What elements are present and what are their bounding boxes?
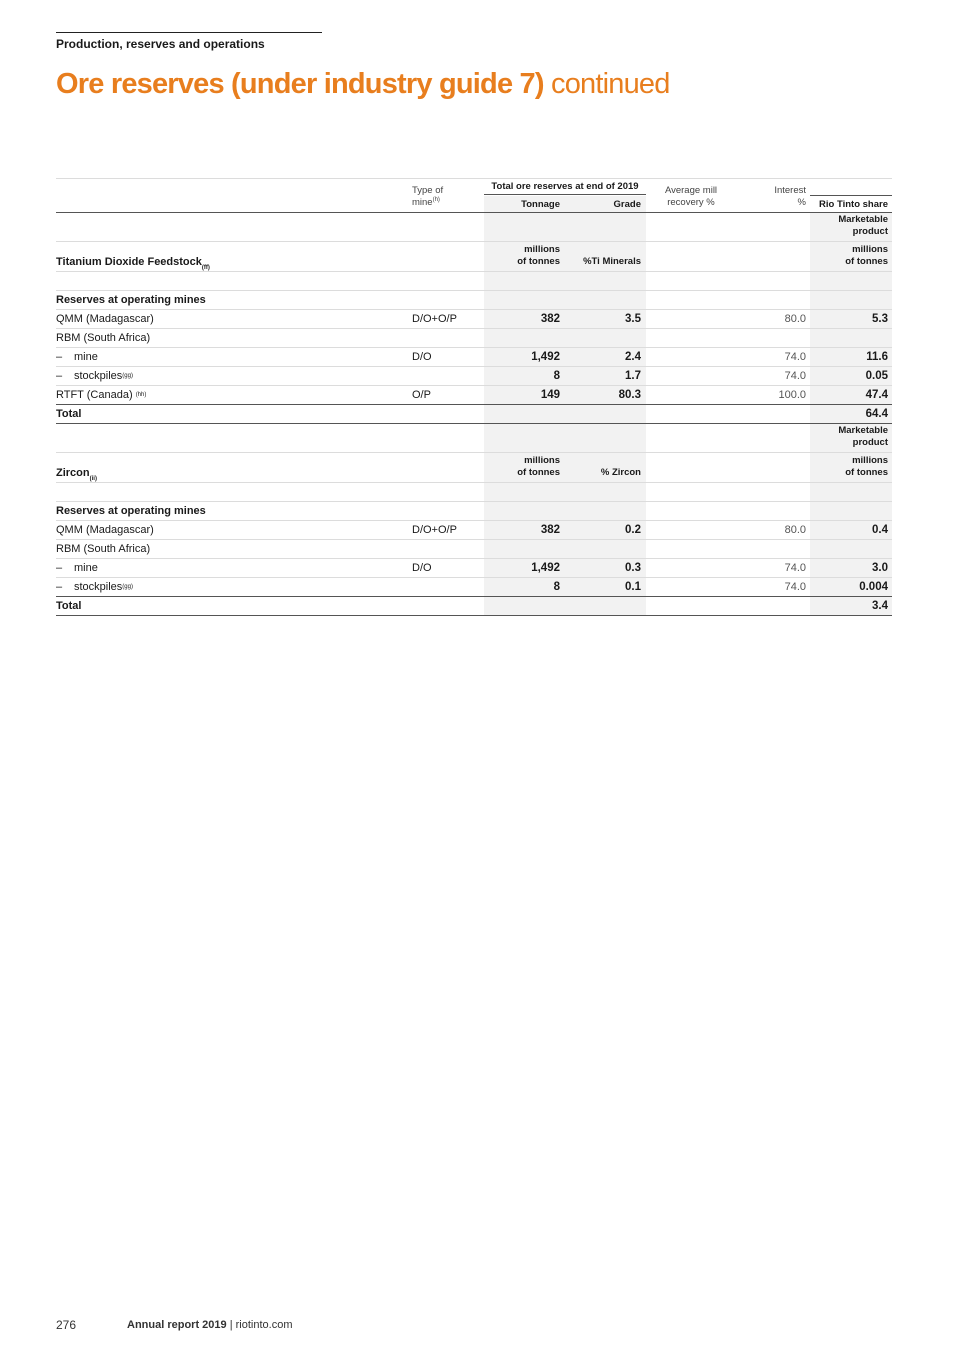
footer-report: Annual report 2019 bbox=[127, 1319, 227, 1331]
total-label: Total bbox=[56, 408, 82, 420]
table-header-row bbox=[56, 178, 892, 213]
page-title-suffix: continued bbox=[551, 68, 670, 100]
row-name: – mine bbox=[56, 562, 98, 574]
row-interest: 74.0 bbox=[784, 562, 806, 574]
row-grade: 0.2 bbox=[565, 521, 646, 539]
page-title-main: Ore reserves (under industry guide 7) bbox=[56, 68, 544, 100]
row-grade: 80.3 bbox=[565, 386, 646, 404]
table-row bbox=[56, 310, 892, 329]
row-tonnage: 149 bbox=[484, 386, 565, 404]
table-row bbox=[56, 386, 892, 405]
titanium-grade-unit: %Ti Minerals bbox=[565, 242, 646, 271]
table-row bbox=[56, 578, 892, 597]
row-name: – mine bbox=[56, 351, 98, 363]
table-row bbox=[56, 367, 892, 386]
row-share: 3.0 bbox=[810, 559, 892, 577]
zircon-product-name: Zircon (ii) bbox=[56, 467, 97, 482]
row-interest: 74.0 bbox=[784, 581, 806, 593]
zircon-subheading: Reserves at operating mines bbox=[56, 505, 206, 517]
row-type: D/O bbox=[412, 351, 432, 363]
row-grade: 3.5 bbox=[565, 310, 646, 328]
zircon-heading-row bbox=[56, 453, 892, 483]
header-interest: Interest % bbox=[774, 185, 806, 208]
total-value: 64.4 bbox=[810, 405, 892, 423]
spacer-row bbox=[56, 483, 892, 502]
footer-site: riotinto.com bbox=[235, 1319, 293, 1331]
titanium-total-row bbox=[56, 405, 892, 424]
zircon-grade-unit: % Zircon bbox=[565, 453, 646, 482]
row-type: D/O+O/P bbox=[412, 524, 457, 536]
page-number: 276 bbox=[56, 1318, 77, 1332]
section-rule bbox=[56, 32, 322, 33]
row-share: 0.05 bbox=[810, 367, 892, 385]
row-tonnage: 8 bbox=[484, 367, 565, 385]
zircon-tonnage-unit: millions of tonnes bbox=[484, 453, 565, 482]
zircon-marketable-product: Marketable product bbox=[810, 424, 892, 452]
table-row bbox=[56, 521, 892, 540]
titanium-share-unit: millions of tonnes bbox=[810, 242, 892, 271]
spacer-row bbox=[56, 272, 892, 291]
footer-text bbox=[127, 1319, 292, 1331]
row-tonnage: 382 bbox=[484, 521, 565, 539]
section-label: Production, reserves and operations bbox=[56, 37, 265, 51]
titanium-subheading: Reserves at operating mines bbox=[56, 294, 206, 306]
footer-separator: | bbox=[226, 1319, 236, 1331]
row-type: O/P bbox=[412, 389, 431, 401]
row-tonnage: 8 bbox=[484, 578, 565, 596]
row-grade: 1.7 bbox=[565, 367, 646, 385]
row-share: 0.004 bbox=[810, 578, 892, 596]
row-name: RTFT (Canada) (hh) bbox=[56, 389, 147, 401]
zircon-share-unit: millions of tonnes bbox=[810, 453, 892, 482]
titanium-product-name: Titanium Dioxide Feedstock (ff) bbox=[56, 256, 210, 271]
row-tonnage: 1,492 bbox=[484, 559, 565, 577]
table-row bbox=[56, 329, 892, 348]
table-row bbox=[56, 540, 892, 559]
titanium-marketable-row bbox=[56, 213, 892, 242]
total-value: 3.4 bbox=[810, 597, 892, 615]
row-name: – stockpiles (gg) bbox=[56, 581, 133, 593]
header-rio-share: Rio Tinto share bbox=[810, 195, 892, 212]
row-grade: 0.3 bbox=[565, 559, 646, 577]
row-grade: 2.4 bbox=[565, 348, 646, 366]
table-row bbox=[56, 348, 892, 367]
zircon-marketable-row bbox=[56, 424, 892, 453]
table-row bbox=[56, 559, 892, 578]
row-grade: 0.1 bbox=[565, 578, 646, 596]
titanium-subheading-row bbox=[56, 291, 892, 310]
page-title bbox=[56, 68, 670, 101]
row-share: 0.4 bbox=[810, 521, 892, 539]
row-tonnage: 1,492 bbox=[484, 348, 565, 366]
row-interest: 74.0 bbox=[784, 370, 806, 382]
row-tonnage: 382 bbox=[484, 310, 565, 328]
row-share: 5.3 bbox=[810, 310, 892, 328]
row-name: RBM (South Africa) bbox=[56, 332, 151, 344]
titanium-tonnage-unit: millions of tonnes bbox=[484, 242, 565, 271]
row-name: QMM (Madagascar) bbox=[56, 524, 154, 536]
row-type: D/O bbox=[412, 562, 432, 574]
row-name: RBM (South Africa) bbox=[56, 543, 151, 555]
row-share: 47.4 bbox=[810, 386, 892, 404]
row-name: QMM (Madagascar) bbox=[56, 313, 154, 325]
total-label: Total bbox=[56, 600, 82, 612]
row-interest: 80.0 bbox=[784, 313, 806, 325]
row-interest: 74.0 bbox=[784, 351, 806, 363]
header-type-of-mine: Type of mine$^{(h)}$ bbox=[412, 185, 444, 208]
row-type: D/O+O/P bbox=[412, 313, 457, 325]
titanium-heading-row bbox=[56, 242, 892, 272]
zircon-total-row bbox=[56, 597, 892, 616]
header-tonnage: Tonnage bbox=[484, 196, 565, 212]
row-interest: 100.0 bbox=[778, 389, 806, 401]
row-interest: 80.0 bbox=[784, 524, 806, 536]
titanium-marketable-product: Marketable product bbox=[810, 213, 892, 241]
header-total-reserves: Total ore reserves at end of 2019 bbox=[484, 179, 646, 195]
zircon-subheading-row bbox=[56, 502, 892, 521]
row-name: – stockpiles (gg) bbox=[56, 370, 133, 382]
header-grade: Grade bbox=[565, 196, 646, 212]
ore-reserves-table bbox=[56, 178, 892, 616]
row-share: 11.6 bbox=[810, 348, 892, 366]
header-avg-mill-recovery: Average mill recovery % bbox=[664, 185, 718, 208]
